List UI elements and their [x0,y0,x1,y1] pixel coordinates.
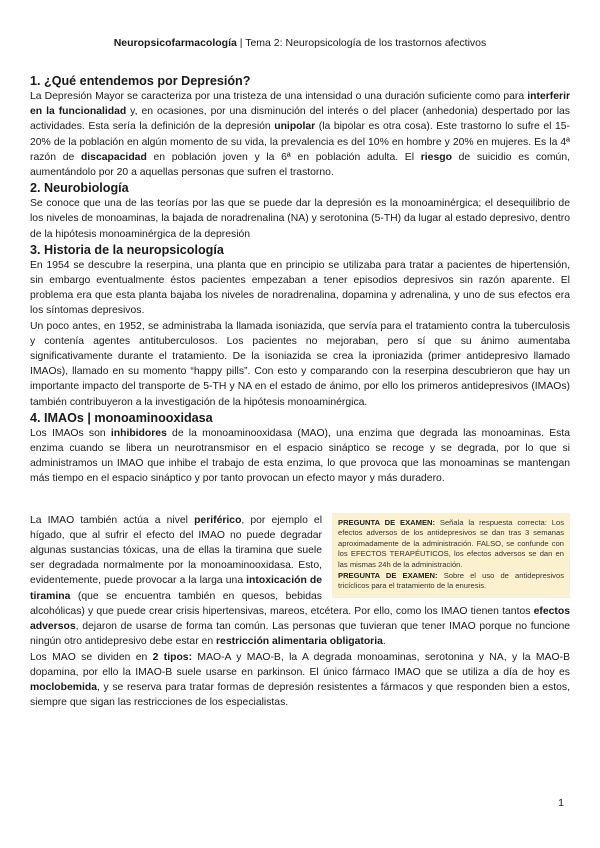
document-body [30,73,570,710]
header-separator: | [236,37,246,49]
section-4-heading: 4. IMAOs | monoaminooxidasa [30,410,213,425]
section-2-heading: 2. Neurobiología [30,181,129,196]
exam-question-box [332,513,570,598]
section-4-paragraph-1: Los IMAOs son inhibidores de la monoaminooxidasa (MAO), una enzima que degrada las monoaminas. Esta enzima cuando se libera un neurotransmisor en el espacio sináptico se recoge y se degrada, por lo que si administramos un IMAO que inhibe el trabajo de esta enzima, lo que provoca que las monoaminas se mantengan más tiempo en el espacio sináptico y por tanto provocan un efecto mayor y más duradero. [30,427,571,485]
section-2-paragraph: Se conoce que una de las teorías por las que se puede dar la depresión es la monoaminérgica; el desequilibrio de los niveles de monoaminas, la bajada de noradrenalina (NA) y serotonina (5-TH) da lugar al estado depresivo, dentro de la hipótesis monoaminérgica de la depresión [30,198,570,240]
section-3-heading: 3. Historia de la neuropsicología [30,242,224,257]
exam-question-1: PREGUNTA DE EXAMEN: Señala la respuesta correcta: Los efectos adversos de los antidepresivos se dan tras 3 semanas aproximadamente de la administración. FALSO, se confunde con los EFECTOS TERAPÉUTICOS, los efectos adversos se dan en las mismas 24h de la administración. [338,517,564,570]
section-4-paragraph-3: Los MAO se dividen en 2 tipos: MAO-A y MAO-B, la A degrada monoaminas, serotonina y NA, y la MAO-B dopamina, por ello la IMAO-B suele usarse en parkinson. El único fármaco IMAO que se utiliza a día de hoy es moclobemida, y se reserva para tratar formas de depresión resistentes a fármacos y que responden bien a estos, siempre que sigan las restricciones de los especialistas. [30,651,570,709]
exam-question-2: PREGUNTA DE EXAMEN: Sobre el uso de antidepresivos tricíclicos para el tratamiento de la enuresis. [338,570,564,591]
section-4-paragraph-2: La IMAO también actúa a nivel periférico, por ejemplo el hígado, que al sufrir el efecto del IMAO no puede degradar algunas sustancias tóxicas, una de ellas la tiramina que suele ser degradada normalmente por la monoaminooxidasa. Esto, evidentemente, puede provocar a la larga una intoxicación de tiramina (que se encuentra también en quesos, bebidas alcohólicas) y que puede crear crisis hipertensivas, mareos, etcétera. Por ello, como los IMAO tienen tantos efectos adversos, dejaron de usarse de forma tan común. Las personas que tuvieran que tener IMAO porque no funcione ningún otro antidepresivo debe estar en restricción alimentaria obligatoria. [30,514,570,648]
header-course: Neuropsicofarmacología [113,37,237,49]
section-4-float-wrap [30,513,570,711]
header-topic: Tema 2: Neuropsicología de los trastornos afectivos [245,37,487,49]
section-1-paragraph: La Depresión Mayor se caracteriza por una tristeza de una intensidad o una duración suficiente como para interferir en la funcionalidad y, en ocasiones, por una disminución del interés o del placer (anhedonia) despertado por las actividades. Esta sería la definición de la depresión unipolar (la bipolar es otra cosa). Este trastorno lo sufre el 15-20% de la población en algún momento de su vida, la prevalencia es del 10% en hombre y 20% en mujeres. Es la 4ª razón de discapacidad en población joven y la 6ª en población adulta. El riesgo de suicidio es común, aumentándolo por 20 a aquellas personas que sufren el trastorno. [30,91,570,179]
section-3-paragraph-2: Un poco antes, en 1952, se administraba la llamada isoniazida, que servía para el tratamiento contra la tuberculosis y contenía agentes antituberculosos. Los pacientes no mejoraban, pero sí que su ánimo aumentaba significativamente durante el tratamiento. De la isoniazida se crea la iproniazida (primer antidepresivo llamado IMAOs), llamado en su momento “happy pills”. Con esto y comparando con la reserpina descubrieron que hay un importante impacto del transporte de 5-TH y NA en el estado de ánimo, por ello los primeros antidepresivos (IMAOs) también contribuyeron a la investigación de la hipótesis monoaminérgica. [30,320,570,408]
page-number: 1 [558,797,564,809]
section-3-paragraph-1: En 1954 se descubre la reserpina, una planta que en principio se utilizaba para tratar a pacientes de hipertensión, sin embargo eventualmente éstos pacientes empezaban a tener episodios depresivos sin razón aparente. El problema era que esta planta bajaba los niveles de noradrenalina, dopamina y adrenalina, y uno de sus efectos era los síntomas depresivos. [30,259,570,317]
section-1-heading: 1. ¿Qué entendemos por Depresión? [30,74,251,88]
page-header [0,37,600,49]
